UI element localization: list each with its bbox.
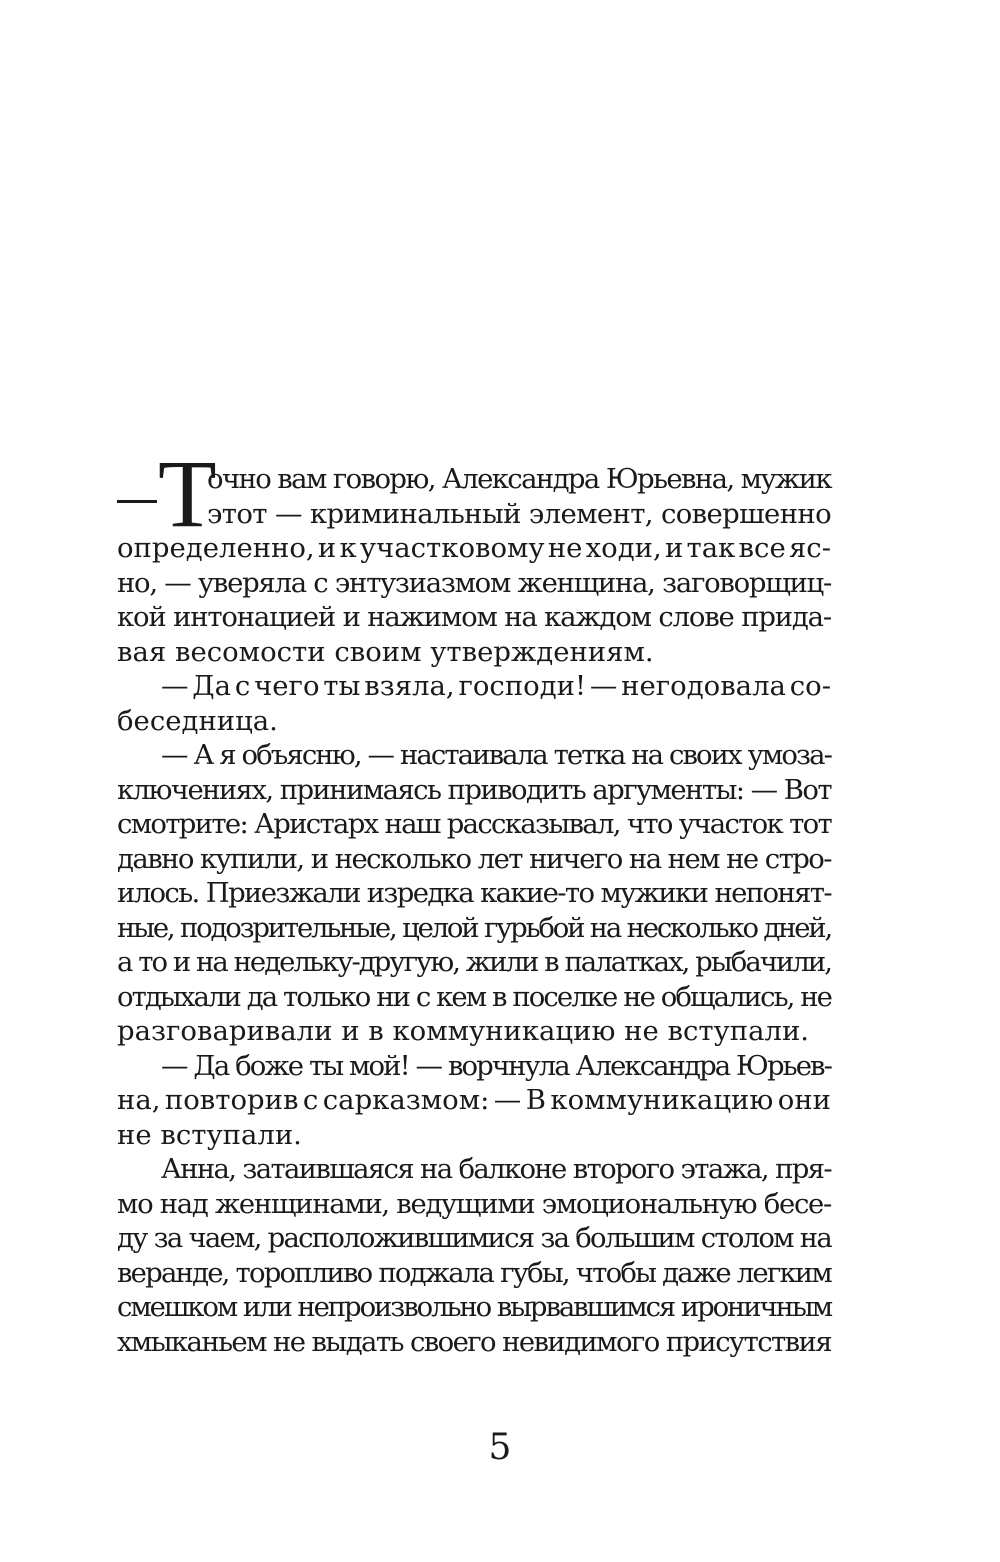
text-line: — Да боже ты мой! — ворчнула Александра Юрьев- [161, 1049, 831, 1082]
paragraph-1 [117, 462, 831, 669]
text-line: мо над женщинами, ведущими эмоциональную бесе- [117, 1187, 831, 1220]
text-line: на, повторив с сарказмом: — В коммуникацию они [117, 1084, 831, 1116]
text-line: ду за чаем, расположившимися за большим столом на [117, 1222, 831, 1254]
text-line: отдыхали да только ни с кем в поселке не общались, не [117, 980, 831, 1013]
text-line: — Да с чего ты взяла, господи! — негодовала со- [161, 670, 831, 702]
text-line: а то и на недельку-другую, жили в палатках, рыбачили, [117, 946, 831, 978]
paragraph-3 [117, 738, 831, 1049]
paragraph-4 [117, 1049, 831, 1153]
text-line: беседница. [117, 704, 278, 737]
text-line: — А я объясню, — настаивала тетка на своих умоза- [161, 739, 832, 771]
text-line: Анна, затаившаяся на балконе второго этажа, пря- [161, 1153, 831, 1185]
text-line: определенно, и к участковому не ходи, и так все яс- [117, 532, 831, 564]
text-line: кой интонацией и нажимом на каждом слове прида- [117, 601, 831, 633]
text-line: хмыканьем не выдать своего невидимого присутствия [117, 1325, 831, 1358]
text-line: разговаривали и в коммуникацию не вступали. [117, 1015, 810, 1047]
text-line: смотрите: Аристарх наш рассказывал, что участок тот [117, 808, 831, 840]
text-line: этот — криминальный элемент, совершенно [207, 497, 831, 530]
body-text [117, 462, 831, 1359]
drop-cap: Т [158, 440, 217, 547]
text-line: не вступали. [117, 1118, 302, 1151]
paragraph-2 [117, 669, 831, 738]
text-line: очно вам говорю, Александра Юрьевна, мужик [207, 463, 832, 495]
text-line: веранде, торопливо поджала губы, чтобы даже легким [117, 1256, 831, 1289]
text-line: смешком или непроизвольно вырвавшимся ироничным [117, 1291, 831, 1323]
text-line: ные, подозрительные, целой гурьбой на несколько дней, [117, 911, 831, 944]
paragraph-5 [117, 1152, 831, 1359]
text-line: давно купили, и несколько лет ничего на нем не стро- [117, 842, 831, 875]
page-number: 5 [488, 1427, 512, 1468]
text-line: но, — уверяла с энтузиазмом женщина, заговорщиц- [117, 566, 831, 599]
text-line: ключениях, принимаясь приводить аргументы: — Вот [117, 773, 831, 806]
text-line: илось. Приезжали изредка какие-то мужики непонят- [117, 877, 831, 909]
text-line: вая весомости своим утверждениям. [117, 635, 654, 668]
